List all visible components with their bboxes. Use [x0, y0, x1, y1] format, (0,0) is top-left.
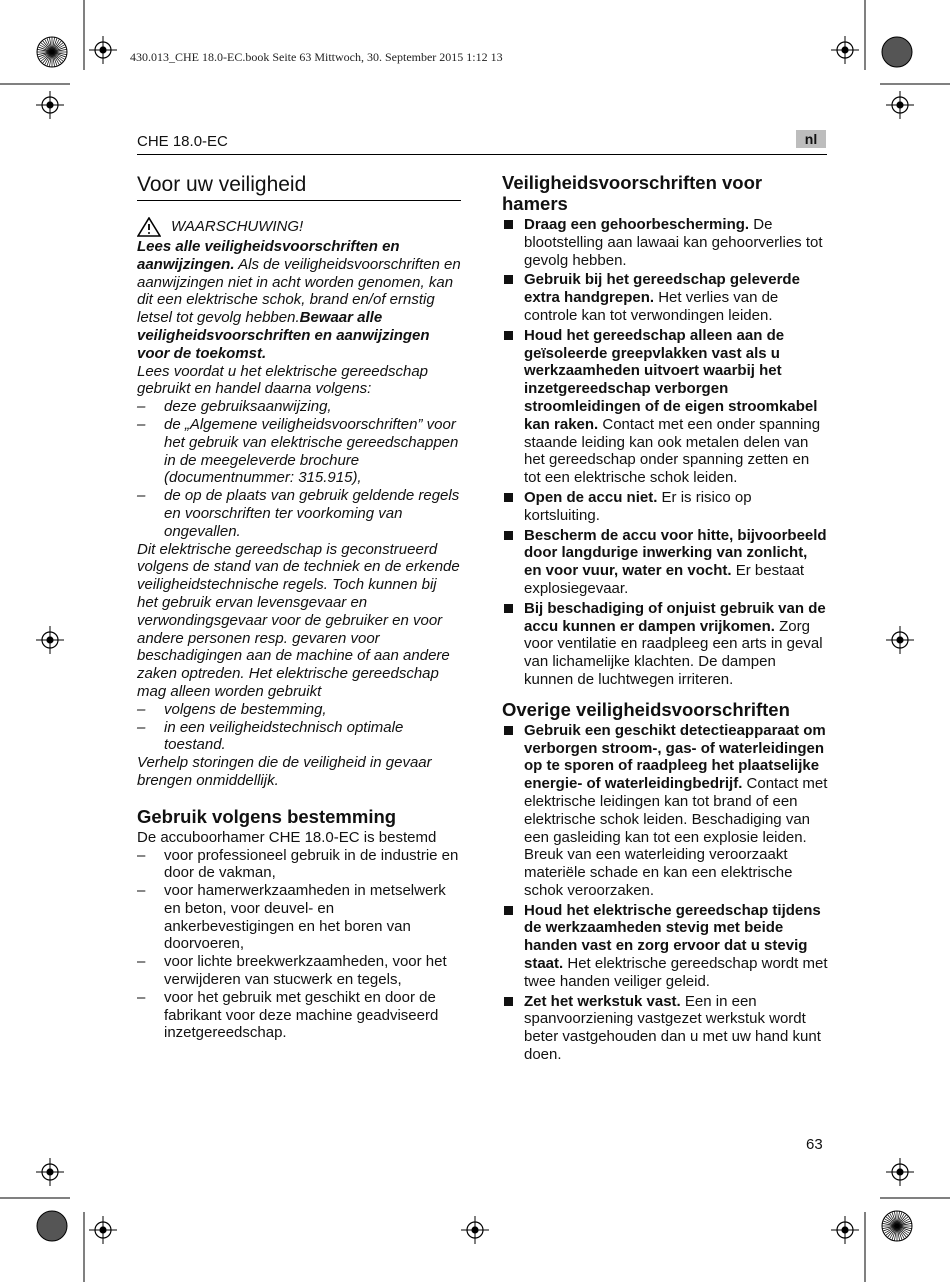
item-text: Een in een spanvoorziening vastgezet werkstuk wordt beter vastgehouden dan u met uw hand kunt doen. — [524, 992, 821, 1064]
registration-mark-icon — [36, 91, 64, 119]
intro-paragraph: Lees voordat u het elektrische gereedschap gebruikt en handel daarna volgens: — [137, 362, 429, 398]
registration-mark-icon — [831, 1216, 859, 1244]
list-item — [502, 489, 828, 525]
warning-bold-lead: Lees alle veiligheidsvoorschriften en aanwijzingen. — [137, 238, 400, 273]
item-bold: Open de accu niet. — [524, 488, 658, 506]
section-title-hammers: Veiligheidsvoorschriften voor hamers — [502, 172, 763, 214]
bullet-square-icon — [504, 275, 513, 284]
section-title-safety: Voor uw veiligheid — [137, 172, 461, 201]
warning-text: Als de veiligheidsvoorschriften en aanwijzingen niet in acht worden genomen, kan dit een elektrische schok, brand en/of ernstig letsel tot gevolg hebben. — [137, 255, 461, 327]
list-item: – voor professioneel gebruik in de industrie en door de vakman, — [137, 847, 461, 883]
bullet-square-icon — [504, 531, 513, 540]
reading-list — [137, 398, 461, 540]
list-item: – voor hamerwerkzaamheden in metselwerk en beton, voor deuvel- en ankerbevestigingen en het boren van doorvoeren, — [137, 882, 461, 953]
language-badge: nl — [796, 130, 826, 148]
registration-mark-icon — [886, 1158, 914, 1186]
right-column — [502, 172, 828, 1066]
list-item: – de op de plaats van gebruik geldende regels en voorschriften ter voorkoming van ongevallen. — [137, 487, 461, 540]
item-text: Het elektrische gereedschap wordt met twee handen veiliger geleid. — [524, 955, 828, 990]
item-text: De blootstelling aan lawaai kan gehoorverlies tot gevolg hebben. — [524, 216, 823, 269]
list-item — [502, 327, 828, 487]
item-bold: Bij beschadiging of onjuist gebruik van de accu kunnen er dampen vrijkomen. — [524, 599, 826, 635]
list-item — [502, 600, 828, 689]
registration-mark-icon — [831, 36, 859, 64]
bullet-square-icon — [504, 493, 513, 502]
list-item — [502, 722, 828, 900]
list-item: – voor het gebruik met geschikt en door de fabrikant voor deze machine geadviseerd inzetgereedschap. — [137, 989, 461, 1042]
list-item — [502, 527, 828, 598]
registration-mark-icon — [461, 1216, 489, 1244]
registration-mark-icon — [89, 36, 117, 64]
bullet-square-icon — [504, 604, 513, 613]
registration-mark-icon — [36, 1158, 64, 1186]
item-text: Er bestaat explosiegevaar. — [524, 562, 805, 597]
list-item — [502, 993, 828, 1064]
hammer-safety-list — [502, 216, 828, 689]
item-bold: Houd het gereedschap alleen aan de geïsoleerde greepvlakken vast als u werkzaamheden uitvoert waarbij het inzetgereedschap verborgen stroomleidingen of de eigen stroomkabel kan raken. — [524, 326, 818, 433]
fault-paragraph: Verhelp storingen die de veiligheid in gevaar brengen onmiddellijk. — [137, 754, 432, 789]
list-item — [502, 902, 828, 991]
item-text: Het verlies van de controle kan tot verwondingen leiden. — [524, 289, 779, 324]
starburst-mark-icon — [37, 37, 67, 67]
bullet-square-icon — [504, 906, 513, 915]
construction-paragraph: Dit elektrische gereedschap is geconstrueerd volgens de stand van de techniek en de erkende veiligheidstechnische regels. Toch kunnen bij het gebruik ervan levensgevaar en verwondingsgevaar voor de gebruiker en voor andere personen resp. gevaren voor beschadigingen aan de machine of aan andere zaken optreden. Het elektrische gereedschap mag alleen worden gebruikt — [137, 540, 460, 700]
item-text: Contact met een onder spanning staande leiding kan ook metalen delen van het gereedschap onder spanning zetten en tot een elektrische schok leiden. — [524, 415, 821, 487]
list-item: – deze gebruiksaanwijzing, — [137, 398, 461, 416]
registration-mark-icon — [36, 626, 64, 654]
section-title-intended-use: Gebruik volgens bestemming — [137, 805, 397, 827]
bullet-square-icon — [504, 220, 513, 229]
item-bold: Draag een gehoorbescherming. — [524, 216, 750, 233]
list-item — [502, 216, 828, 269]
bullet-square-icon — [504, 331, 513, 340]
left-column — [137, 172, 461, 1042]
list-item: – volgens de bestemming, — [137, 701, 461, 719]
book-info-line: 430.013_CHE 18.0-EC.book Seite 63 Mittwoch, 30. September 2015 1:12 13 — [130, 50, 503, 64]
warning-heading — [137, 217, 461, 237]
header-rule — [137, 154, 827, 155]
other-safety-list — [502, 722, 828, 1064]
registration-mark-icon — [886, 91, 914, 119]
warning-paragraph — [137, 238, 461, 363]
warning-label: WAARSCHUWING! — [171, 218, 304, 236]
registration-mark-icon — [89, 1216, 117, 1244]
list-item: – voor lichte breekwerkzaamheden, voor het verwijderen van stucwerk en tegels, — [137, 953, 461, 989]
warning-bold-keep: Bewaar alle veiligheidsvoorschriften en aanwijzingen voor de toekomst. — [137, 309, 430, 362]
page-number: 63 — [806, 1136, 823, 1153]
item-text: Er is risico op kortsluiting. — [524, 488, 752, 524]
bullet-square-icon — [504, 997, 513, 1006]
item-bold: Gebruik een geschikt detectieapparaat om verborgen stroom-, gas- of waterleidingen op te sporen of raadpleeg het plaatselijke energie- of waterleidingbedrijf. — [524, 721, 826, 793]
list-item: – de „Algemene veiligheidsvoorschriften” voor het gebruik van elektrische gereedschappen in de meegeleverde brochure (documentnummer: 315.915), — [137, 416, 461, 487]
list-item: – in een veiligheidstechnisch optimale toestand. — [137, 719, 461, 755]
list-item — [502, 271, 828, 324]
item-bold: Houd het elektrische gereedschap tijdens de werkzaamheden stevig met beide handen vast en zorg ervoor dat u stevig staat. — [524, 901, 821, 973]
starburst-mark-icon — [882, 1211, 912, 1241]
warning-triangle-icon — [137, 217, 161, 237]
usage-conditions-list — [137, 701, 461, 754]
registration-mark-icon — [886, 626, 914, 654]
intended-use-list — [137, 847, 461, 1043]
header-model: CHE 18.0-EC — [137, 133, 228, 150]
item-bold: Gebruik bij het gereedschap geleverde extra handgrepen. — [524, 271, 800, 307]
starburst-mark-icon — [37, 1211, 67, 1241]
item-text: Zorg voor ventilatie en raadpleeg een arts in geval van lichamelijke klachten. De dampen kunnen de luchtwegen irriteren. — [524, 617, 823, 688]
starburst-mark-icon — [882, 37, 912, 67]
bullet-square-icon — [504, 726, 513, 735]
item-text: Contact met elektrische leidingen kan tot brand of een elektrische schok leiden. Beschadiging van een gasleiding kan tot een explosie leiden. Breuk van een waterleiding veroorzaakt materiële schade en kan een elektrische schok veroorzaken. — [524, 775, 828, 899]
item-bold: Zet het werkstuk vast. — [524, 992, 681, 1010]
item-bold: Bescherm de accu voor hitte, bijvoorbeeld door langdurige inwerking van zonlicht, en voor vuur, water en vocht. — [524, 526, 827, 580]
section-title-other: Overige veiligheidsvoorschriften — [502, 698, 790, 720]
intended-use-intro: De accuboorhamer CHE 18.0-EC is bestemd — [137, 828, 437, 846]
